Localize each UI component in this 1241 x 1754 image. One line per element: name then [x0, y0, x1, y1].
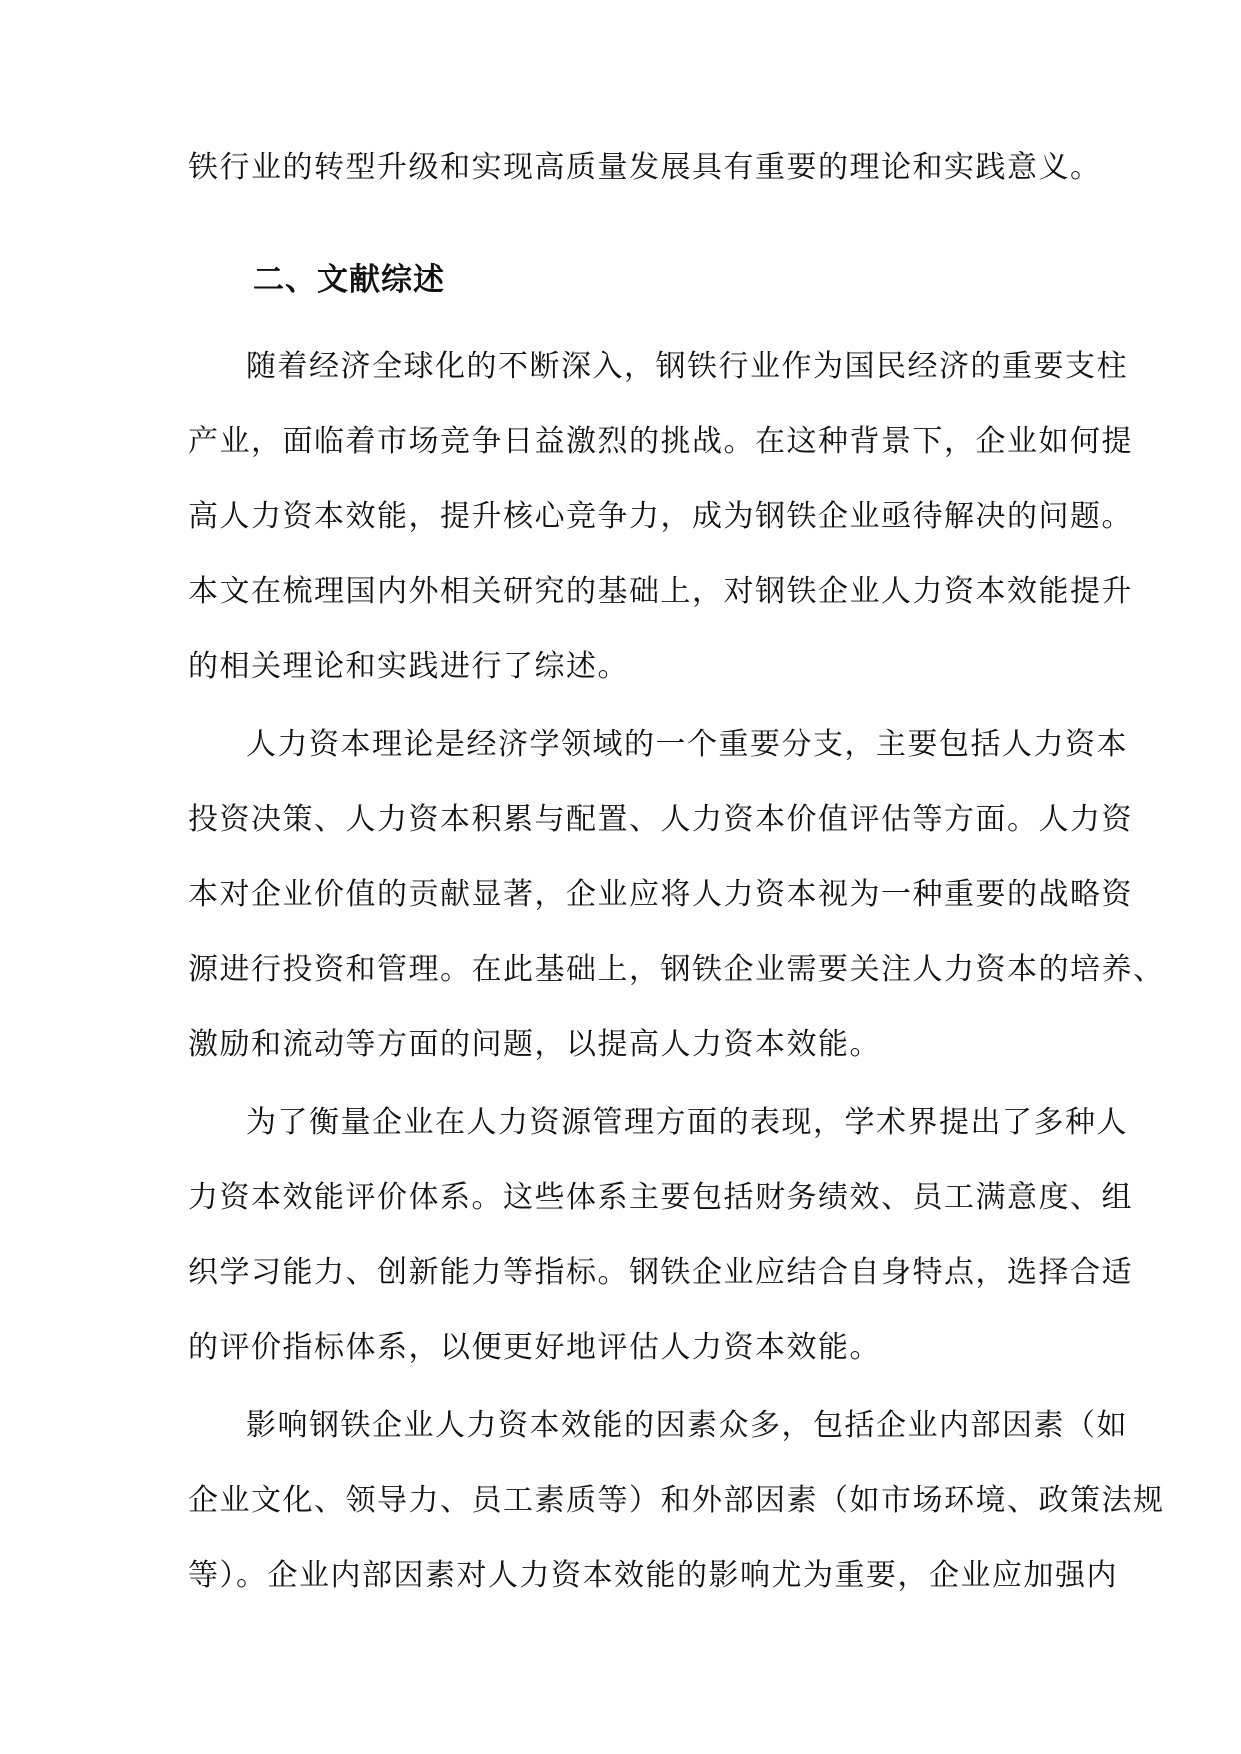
- paragraph-line: 织学习能力、创新能力等指标。钢铁企业应结合自身特点，选择合适: [188, 1255, 1133, 1290]
- paragraph-line: 投资决策、人力资本积累与配置、人力资本价值评估等方面。人力资: [188, 802, 1133, 837]
- paragraph-line: 本文在梳理国内外相关研究的基础上，对钢铁企业人力资本效能提升: [188, 574, 1133, 609]
- paragraph-line: 高人力资本效能，提升核心竞争力，成为钢铁企业亟待解决的问题。: [188, 499, 1133, 534]
- paragraph-line: 影响钢铁企业人力资本效能的因素众多，包括企业内部因素（如: [246, 1408, 1128, 1443]
- paragraph-line: 等）。企业内部因素对人力资本效能的影响尤为重要，企业应加强内: [188, 1558, 1118, 1593]
- section-heading: 二、文献综述: [253, 262, 445, 298]
- paragraph-line: 的相关理论和实践进行了综述。: [188, 649, 629, 684]
- paragraph-line: 企业文化、领导力、员工素质等）和外部因素（如市场环境、政策法规: [188, 1483, 1165, 1518]
- paragraph-line: 产业，面临着市场竞争日益激烈的挑战。在这种背景下，企业如何提: [188, 424, 1133, 459]
- paragraph-line: 源进行投资和管理。在此基础上，钢铁企业需要关注人力资本的培养、: [188, 952, 1165, 987]
- paragraph-line: 激励和流动等方面的问题，以提高人力资本效能。: [188, 1027, 881, 1062]
- paragraph-line: 人力资本理论是经济学领域的一个重要分支，主要包括人力资本: [246, 727, 1128, 762]
- paragraph-line: 力资本效能评价体系。这些体系主要包括财务绩效、员工满意度、组: [188, 1180, 1133, 1215]
- paragraph-line: 本对企业价值的贡献显著，企业应将人力资本视为一种重要的战略资: [188, 877, 1133, 912]
- paragraph-line: 的评价指标体系，以便更好地评估人力资本效能。: [188, 1330, 881, 1365]
- continuation-line: 铁行业的转型升级和实现高质量发展具有重要的理论和实践意义。: [188, 150, 1102, 185]
- paragraph-line: 随着经济全球化的不断深入，钢铁行业作为国民经济的重要支柱: [246, 349, 1128, 384]
- paragraph-line: 为了衡量企业在人力资源管理方面的表现，学术界提出了多种人: [246, 1105, 1128, 1140]
